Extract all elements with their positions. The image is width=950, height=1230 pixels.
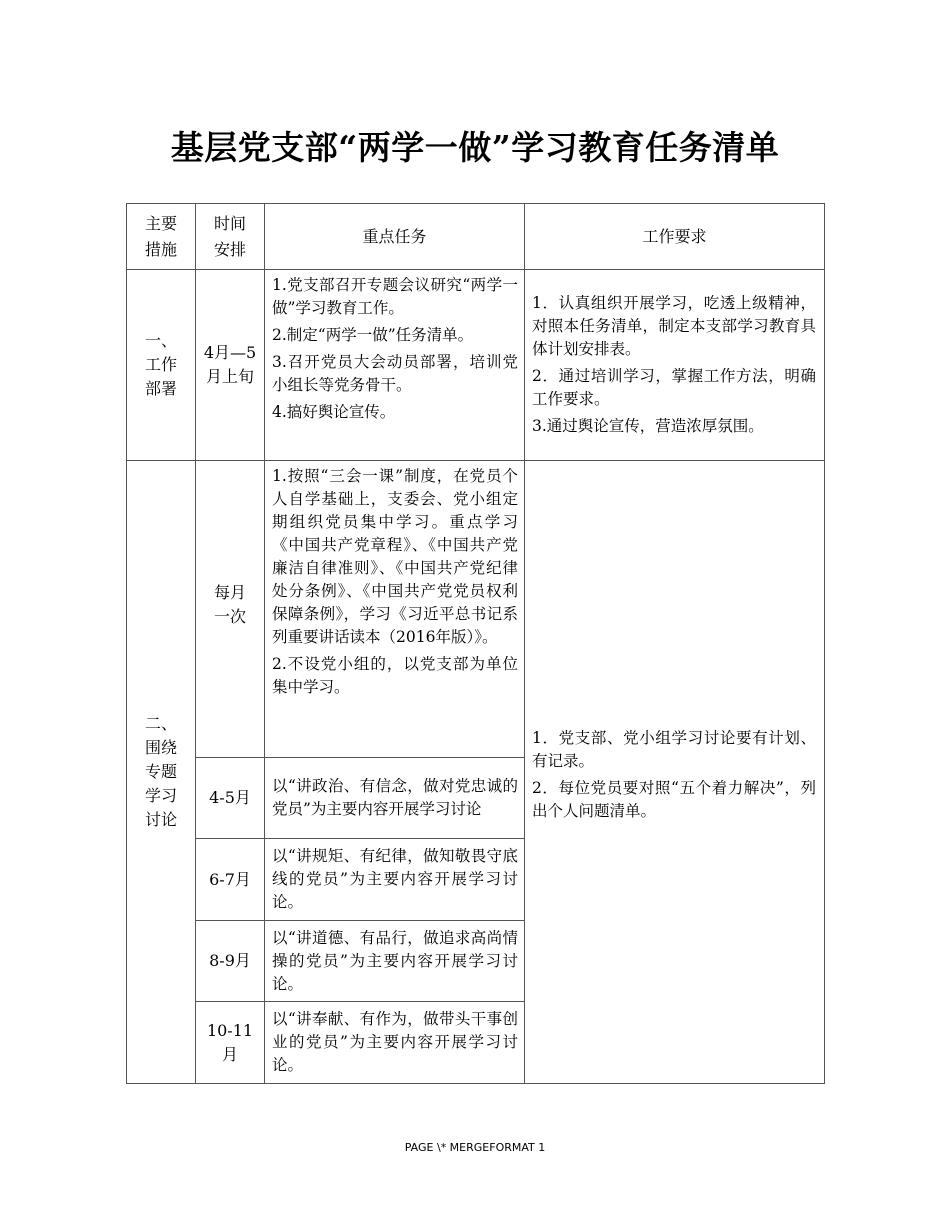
header-measure-label: 主要措施 xyxy=(144,213,177,259)
tasks-cell-2e xyxy=(265,1002,525,1084)
task-item: 2.不设党小组的，以党支部为单位集中学习。 xyxy=(272,655,518,696)
table-row-section2-monthly xyxy=(127,461,825,758)
measure-label-1: 一、工作部署 xyxy=(144,331,177,398)
tasks-cell-2c xyxy=(265,839,525,921)
page-footer: PAGE \* MERGEFORMAT 1 xyxy=(404,1141,546,1154)
header-tasks: 重点任务 xyxy=(265,204,525,270)
requirement-item: 3.通过舆论宣传，营造浓厚氛围。 xyxy=(532,417,764,435)
measure-label-2: 二、围绕专题学习讨论 xyxy=(144,714,177,829)
task-item: 2.制定“两学一做”任务清单。 xyxy=(272,326,474,344)
measure-cell-1 xyxy=(127,270,196,461)
task-item: 以“讲奉献、有作为，做带头干事创业的党员”为主要内容开展学习讨论。 xyxy=(272,1010,518,1074)
header-requirements: 工作要求 xyxy=(525,204,825,270)
requirement-item: 2．通过培训学习，掌握工作方法，明确工作要求。 xyxy=(532,367,816,408)
task-item: 1.按照“三会一课”制度，在党员个人自学基础上，支委会、党小组定期组织党员集中学习。重点学习《中国共产党章程》、《中国共产党廉洁自律准则》、《中国共产党纪律处分条例》、《中国共产党党员权利保障条例》，学习《习近平总书记系列重要讲话读本（2016年版）》。 xyxy=(272,467,518,646)
time-cell-2b: 4-5月 xyxy=(196,758,265,839)
header-measure xyxy=(127,204,196,270)
tasks-cell-2d xyxy=(265,921,525,1002)
time-cell-1 xyxy=(196,270,265,461)
tasks-cell-2b xyxy=(265,758,525,839)
tasks-cell-2a xyxy=(265,461,525,758)
document-title: 基层党支部“两学一做”学习教育任务清单 xyxy=(170,128,780,167)
header-time xyxy=(196,204,265,270)
header-time-label: 时间安排 xyxy=(213,213,246,259)
requirements-cell-2 xyxy=(525,461,825,1084)
time-cell-2a xyxy=(196,461,265,758)
header-row xyxy=(127,204,825,270)
task-item: 1.党支部召开专题会议研究“两学一做”学习教育工作。 xyxy=(272,276,518,317)
requirement-item: 1．党支部、党小组学习讨论要有计划、有记录。 xyxy=(532,729,816,770)
task-item: 以“讲政治、有信念，做对党忠诚的党员”为主要内容开展学习讨论 xyxy=(272,777,518,818)
task-item: 以“讲道德、有品行，做追求高尚情操的党员”为主要内容开展学习讨论。 xyxy=(272,928,518,993)
task-item: 3.召开党员大会动员部署，培训党小组长等党务骨干。 xyxy=(272,353,518,394)
time-label-2e: 10-11月 xyxy=(206,1020,254,1064)
time-label-2a: 每月一次 xyxy=(213,583,246,626)
tasks-cell-1 xyxy=(265,270,525,461)
requirements-cell-1 xyxy=(525,270,825,461)
table-row-section1 xyxy=(127,270,825,461)
time-cell-2e xyxy=(196,1002,265,1084)
task-item: 以“讲规矩、有纪律，做知敬畏守底线的党员”为主要内容开展学习讨论。 xyxy=(272,847,518,911)
time-cell-2d: 8-9月 xyxy=(196,921,265,1002)
requirement-item: 2．每位党员要对照“五个着力解决”，列出个人问题清单。 xyxy=(532,779,816,820)
time-cell-2c: 6-7月 xyxy=(196,839,265,921)
measure-cell-2 xyxy=(127,461,196,1084)
requirement-item: 1．认真组织开展学习，吃透上级精神，对照本任务清单，制定本支部学习教育具体计划安排表。 xyxy=(532,294,816,358)
task-item: 4.搞好舆论宣传。 xyxy=(272,403,396,421)
time-label-1: 4月—5月上旬 xyxy=(203,343,257,386)
task-table xyxy=(126,203,825,1084)
